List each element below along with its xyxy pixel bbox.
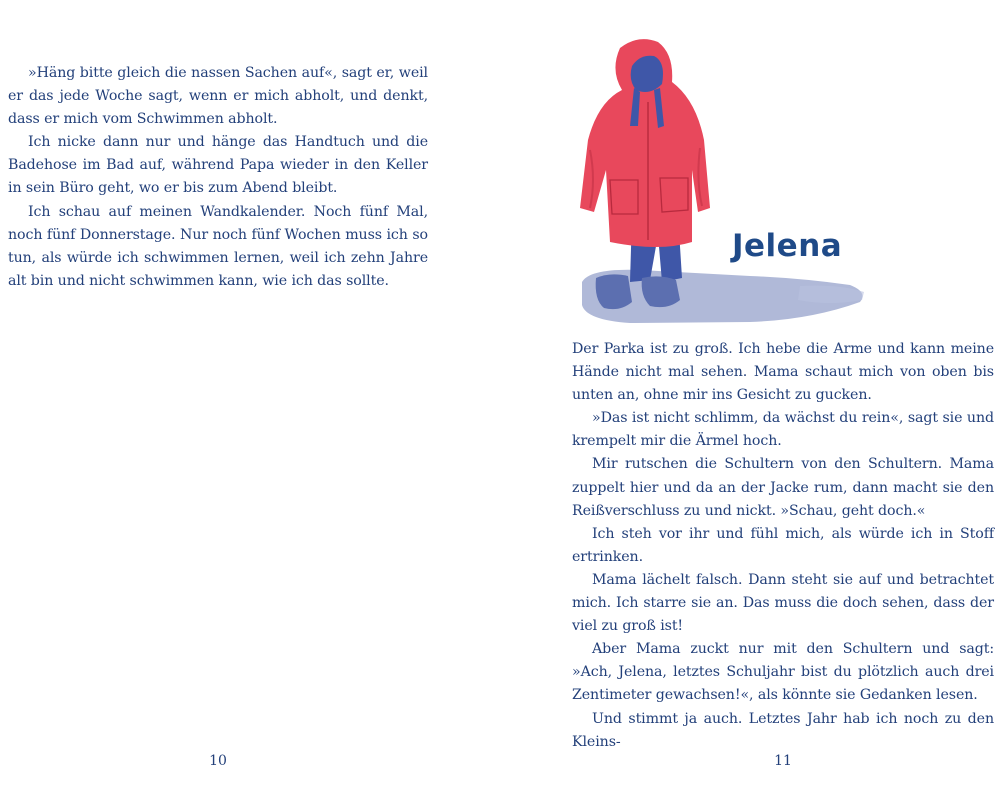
- right-page: [500, 0, 1000, 800]
- paragraph: Mama lächelt falsch. Dann steht sie auf und betrachtet mich. Ich starre sie an. Das muss die doch sehen, dass der viel zu groß ist!: [572, 571, 994, 635]
- paragraph: Ich nicke dann nur und hänge das Handtuch und die Badehose im Bad auf, während Papa wieder in den Keller in sein Büro geht, wo er bis zum Abend bleibt.: [8, 134, 428, 197]
- paragraph: Mir rutschen die Schultern von den Schultern. Mama zuppelt hier und da an der Jacke rum, dann macht sie den Reißverschluss zu und nickt. »Schau, geht doch.«: [572, 456, 994, 519]
- right-page-text: [572, 338, 994, 754]
- paragraph: Ich schau auf meinen Wandkalender. Noch fünf Mal, noch fünf Donnerstage. Nur noch fünf Wochen muss ich so tun, als würde ich schwimmen lernen, weil ich zehn Jahre alt bin und nicht schwimmen kann, wie ich das sollte.: [8, 203, 428, 289]
- paragraph: »Häng bitte gleich die nassen Sachen auf«, sagt er, weil er das jede Woche sagt, wenn er mich abholt, und denkt, dass er mich vom Schwimmen abholt.: [8, 65, 428, 128]
- page-number-right: 11: [774, 753, 792, 769]
- girl-in-red-parka-illustration: [550, 30, 880, 330]
- left-page-text: [8, 62, 428, 293]
- left-boot: [596, 274, 632, 309]
- paragraph: Und stimmt ja auch. Letztes Jahr hab ich noch zu den Kleins-: [572, 710, 994, 750]
- chapter-title: Jelena: [732, 228, 843, 264]
- paragraph: Ich steh vor ihr und fühl mich, als würde ich in Stoff ertrinken.: [572, 525, 994, 565]
- right-boot: [642, 276, 680, 307]
- paragraph: Aber Mama zuckt nur mit den Schultern und sagt: »Ach, Jelena, letztes Schuljahr bist du plötzlich auch drei Zentimeter gewachsen!«, als könnte sie Gedanken lesen.: [572, 641, 994, 704]
- paragraph: Der Parka ist zu groß. Ich hebe die Arme und kann meine Hände nicht mal sehen. Mama schaut mich von oben bis unten an, ohne mir ins Gesicht zu gucken.: [572, 341, 994, 404]
- page-number-left: 10: [209, 753, 227, 769]
- paragraph: »Das ist nicht schlimm, da wächst du rein«, sagt sie und krempelt mir die Ärmel hoch.: [572, 410, 994, 450]
